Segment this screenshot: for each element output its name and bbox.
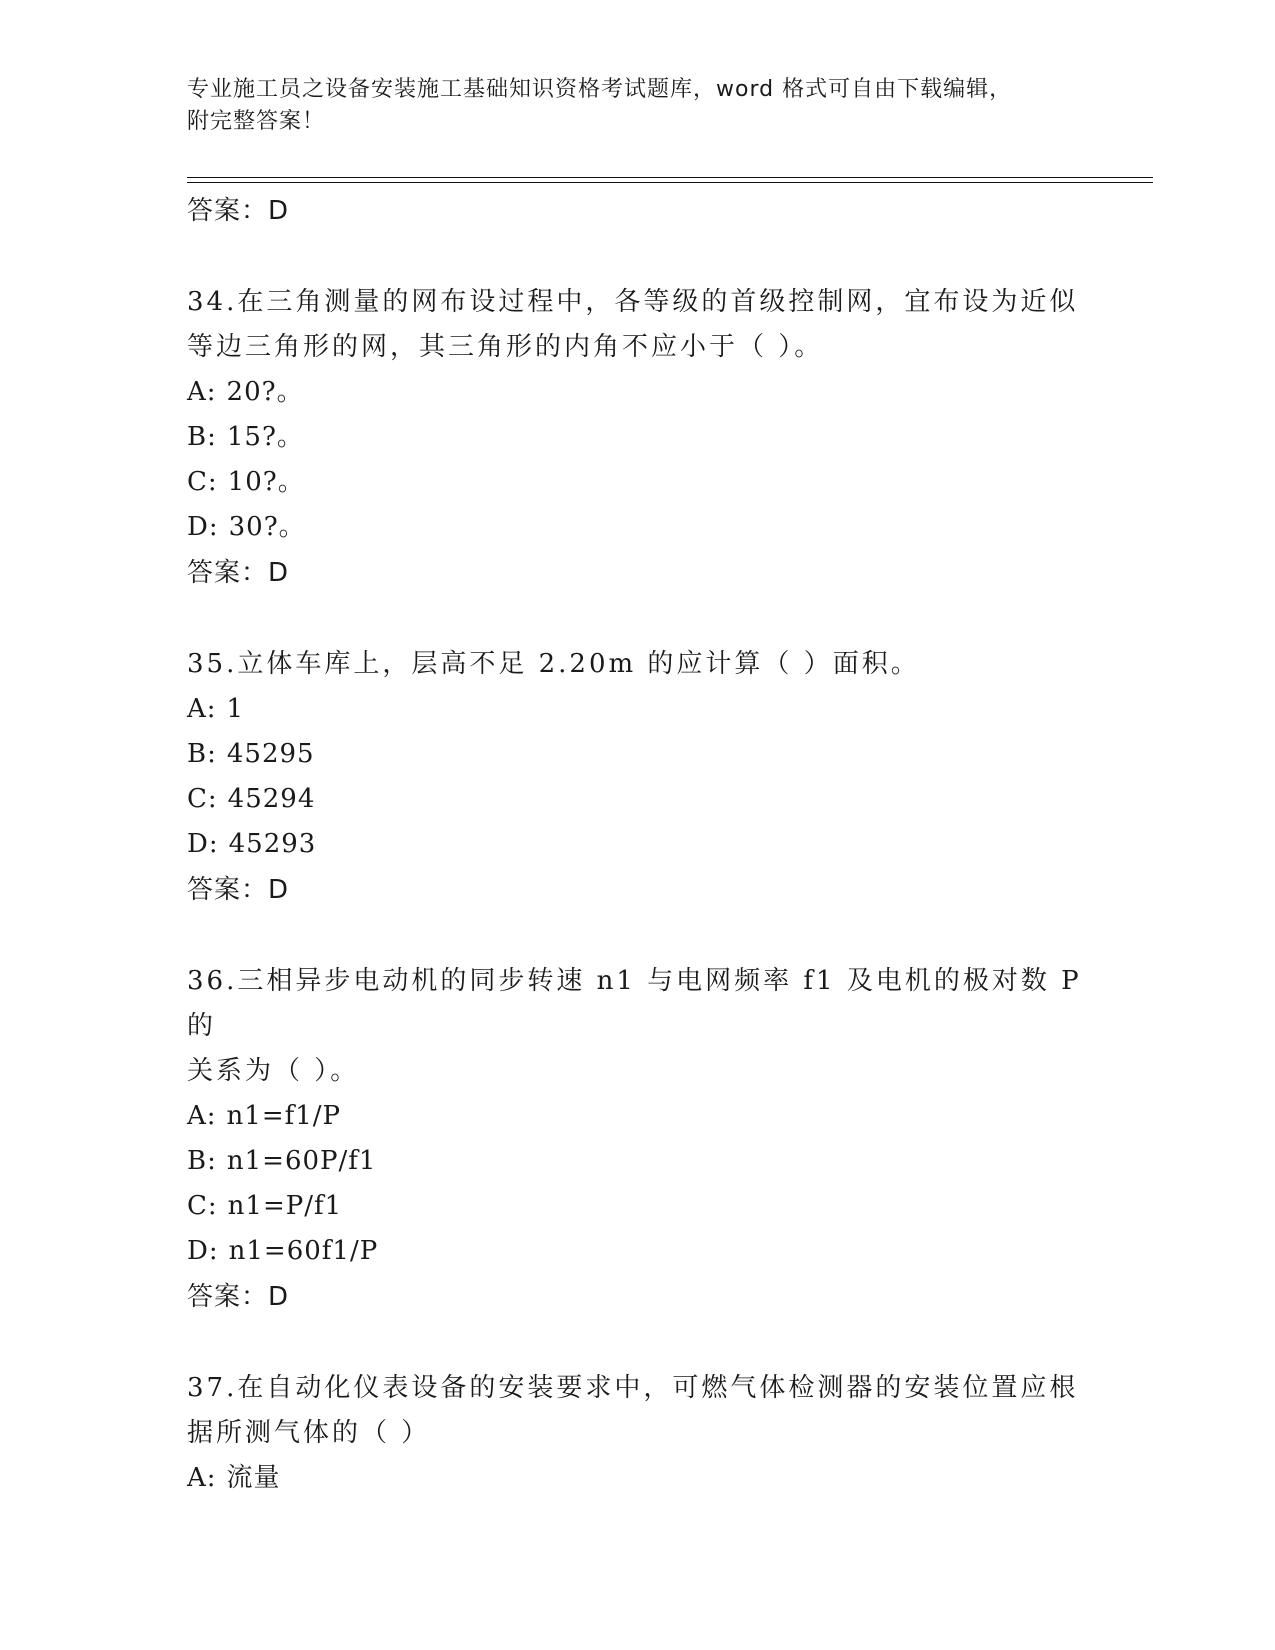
question-stem-line-1: 37.在自动化仪表设备的安装要求中，可燃气体检测器的安装位置应根 [187,1373,1079,1403]
question-stem-line-1: 36.三相异步电动机的同步转速 n1 与电网频率 f1 及电机的极对数 P 的 [187,966,1082,1041]
option-text: n1=60f1/P [228,1236,379,1266]
option-letter: C [187,467,208,497]
option-text: 45293 [228,829,317,859]
option-text: 1 [226,694,245,724]
option-d: D: 30?。 [187,512,306,542]
option-letter: B [187,422,208,452]
option-letter: D [187,829,209,859]
answer-33: 答案：D [187,196,290,226]
option-b: B: 45295 [187,739,315,769]
option-text: n1=f1/P [226,1101,342,1131]
question-37 [187,1366,1087,1501]
question-stem-line-2: 等边三角形的网，其三角形的内角不应小于（ ）。 [187,332,824,362]
question-35 [187,642,1087,913]
option-letter: A [187,1463,207,1493]
document-body [187,188,1087,1501]
option-a: A: 1 [187,694,245,724]
option-letter: D [187,512,209,542]
option-letter: A [187,1101,207,1131]
option-a: A: 20?。 [187,377,304,407]
question-stem-line-2: 据所测气体的（ ） [187,1418,431,1448]
option-d: D: 45293 [187,829,317,859]
option-c: C: n1=P/f1 [187,1191,343,1221]
question-36 [187,959,1087,1320]
option-text: 30?。 [228,512,306,542]
option-letter: C [187,1191,208,1221]
option-c: C: 45294 [187,784,316,814]
header-title-line-1: 专业施工员之设备安装施工基础知识资格考试题库，word 格式可自由下载编辑， [187,77,1013,102]
option-c: C: 10?。 [187,467,305,497]
option-a: A: n1=f1/P [187,1101,342,1131]
option-a: A: 流量 [187,1463,281,1493]
option-text: 10?。 [227,467,305,497]
option-text: 20?。 [226,377,304,407]
question-stem [187,642,1087,687]
option-text: n1=60P/f1 [226,1146,377,1176]
option-letter: D [187,1236,209,1266]
question-stem-line-1: 34.在三角测量的网布设过程中，各等级的首级控制网，宜布设为近似 [187,287,1079,317]
option-letter: B [187,1146,208,1176]
option-text: 15?。 [226,422,304,452]
header-title-line-2: 附完整答案！ [187,109,326,134]
option-b: B: 15?。 [187,422,304,452]
option-letter: A [187,694,207,724]
header-divider-bottom [187,182,1153,183]
question-stem [187,959,1087,1094]
document-header [187,74,1067,138]
option-letter: A [187,377,207,407]
question-stem-line-1: 35.立体车库上，层高不足 2.20m 的应计算（ ）面积。 [187,649,920,679]
option-d: D: n1=60f1/P [187,1236,379,1266]
question-34 [187,280,1087,596]
option-text: 45295 [226,739,315,769]
question-stem [187,280,1087,370]
option-text: 45294 [227,784,316,814]
answer-36: 答案：D [187,1282,290,1312]
option-b: B: n1=60P/f1 [187,1146,377,1176]
option-letter: B [187,739,208,769]
question-stem-line-2: 关系为（ ）。 [187,1056,360,1086]
answer-35: 答案：D [187,875,290,905]
header-divider-top [187,177,1153,178]
question-stem [187,1366,1087,1456]
option-letter: C [187,784,208,814]
option-text: 流量 [226,1463,281,1493]
answer-34: 答案：D [187,558,290,588]
option-text: n1=P/f1 [227,1191,343,1221]
